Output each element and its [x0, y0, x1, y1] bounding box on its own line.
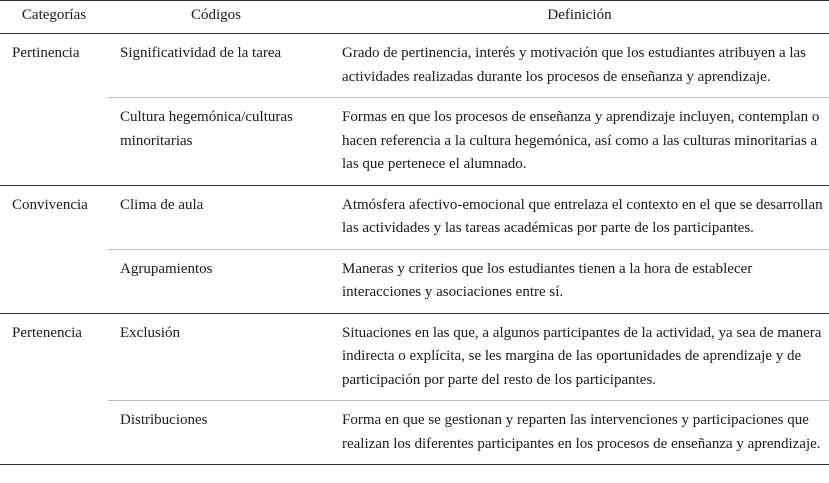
table-body [0, 34, 829, 465]
code-cell: Exclusión [108, 313, 330, 401]
category-cell [0, 98, 108, 186]
category-cell: Pertenencia [12, 324, 82, 341]
code-cell: Distribuciones [108, 401, 330, 465]
header-category: Categorías [0, 1, 108, 34]
definition-cell: Atmósfera afectivo-emocional que entrelaza el contexto en el que se desarrollan las actividades y las tareas académicas por parte de los participantes. [330, 185, 829, 249]
code-cell: Cultura hegemónica/culturas minoritarias [108, 98, 330, 186]
code-cell: Significatividad de la tarea [108, 34, 330, 98]
definition-cell: Grado de pertinencia, interés y motivación que los estudiantes atribuyen a las actividades realizadas durante los procesos de enseñanza y aprendizaje. [330, 34, 829, 98]
table-row [0, 98, 829, 186]
category-cell [0, 249, 108, 313]
table-row [0, 185, 829, 249]
category-cell [0, 401, 108, 465]
code-cell: Clima de aula [108, 185, 330, 249]
definition-cell: Forma en que se gestionan y reparten las intervenciones y participaciones que realizan los diferentes participantes en los procesos de enseñanza y aprendizaje. [330, 401, 829, 465]
table-row [0, 34, 829, 98]
table-row [0, 249, 829, 313]
header-row [0, 1, 829, 34]
definition-cell: Formas en que los procesos de enseñanza y aprendizaje incluyen, contemplan o hacen referencia a la cultura hegemónica, así como a las culturas minoritarias a las que pertenece el alumnado. [330, 98, 829, 186]
table-row [0, 313, 829, 401]
table-row [0, 401, 829, 465]
category-cell: Pertinencia [12, 45, 80, 61]
table-header [0, 1, 829, 34]
category-cell: Convivencia [12, 196, 88, 213]
definition-cell: Maneras y criterios que los estudiantes tienen a la hora de establecer interacciones y asociaciones entre sí. [330, 249, 829, 313]
definition-cell: Situaciones en las que, a algunos participantes de la actividad, ya sea de manera indirecta o explícita, se les margina de las oportunidades de aprendizaje y de participación por parte del resto de los participantes. [330, 313, 829, 401]
header-definition: Definición [330, 1, 829, 34]
header-code: Códigos [108, 1, 330, 34]
code-cell: Agrupamientos [108, 249, 330, 313]
